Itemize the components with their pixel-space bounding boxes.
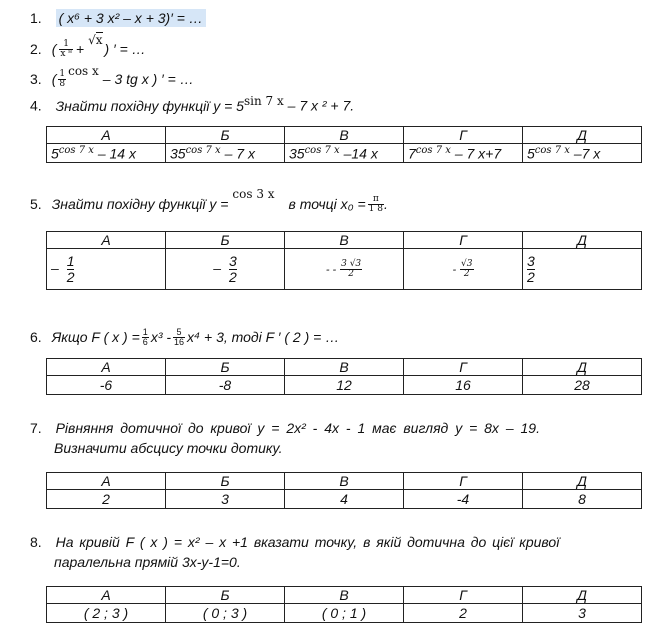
question-8-line-2: паралельна прямій 3x-y-1=0. (54, 554, 241, 570)
header-b: Б (166, 359, 285, 376)
fraction (58, 70, 66, 89)
answer-table-8 (46, 586, 642, 623)
answer-d: $\frac{3}{2}$ (523, 249, 642, 290)
answer-table-7 (46, 472, 642, 509)
answer-a: ( 2 ; 3 ) (47, 604, 166, 623)
question-6-tail: x⁴ + 3, тоді F ′ ( 2 ) = … (187, 329, 340, 345)
table-header-row (47, 232, 642, 249)
header-a: А (47, 473, 166, 490)
question-4 (30, 94, 354, 114)
answer-b: $35^{cos 7 x} - 7$ x (166, 144, 285, 163)
exponent: sin 7 x (243, 94, 284, 108)
table-header-row (47, 587, 642, 604)
term: x³ - (150, 329, 172, 345)
answer-d: 8 (523, 490, 642, 509)
denominator: 1 8 (368, 203, 383, 214)
header-g: Г (404, 127, 523, 144)
header-a: А (47, 359, 166, 376)
table-header-row (47, 127, 642, 144)
question-number: 2. (30, 41, 42, 57)
question-7 (30, 420, 540, 436)
header-g: Г (404, 232, 523, 249)
header-g: Г (404, 359, 523, 376)
period: . (383, 196, 388, 212)
answer-a: $5^{cos 7 x} - 14$ x (47, 144, 166, 163)
answer-v: $35^{cos 7 x}$ –14 x (285, 144, 404, 163)
answer-b: ( 0 ; 3 ) (166, 604, 285, 623)
header-g: Г (404, 587, 523, 604)
question-6 (30, 320, 339, 354)
answer-table-5 (46, 231, 642, 290)
table-row (47, 249, 642, 290)
header-b: Б (166, 232, 285, 249)
numerator: 5 (176, 326, 182, 337)
header-v: В (285, 587, 404, 604)
function-expression: cos 3 x (232, 187, 275, 201)
question-number: 7. (30, 420, 42, 436)
answer-a: -6 (47, 376, 166, 395)
table-row (47, 490, 642, 509)
answer-table-4 (46, 126, 642, 163)
header-v: В (285, 359, 404, 376)
denominator: 8 (59, 78, 66, 89)
header-v: В (285, 127, 404, 144)
answer-v: 12 (285, 376, 404, 395)
answer-a: – $\frac{1}{2}$ (47, 249, 166, 290)
question-number: 8. (30, 534, 42, 550)
paren-open: ( (51, 71, 57, 87)
question-5 (30, 186, 388, 222)
question-7-line-2: Визначити абсцису точки дотику. (54, 440, 283, 456)
denominator: 6 (142, 336, 148, 347)
table-row (47, 604, 642, 623)
question-number: 6. (30, 329, 42, 345)
question-number: 5. (30, 196, 42, 212)
answer-d: 28 (523, 376, 642, 395)
question-6-text: Якщо F ( x ) = (51, 329, 140, 345)
numerator: 1 (63, 38, 69, 49)
header-a: А (47, 232, 166, 249)
question-number: 4. (30, 97, 42, 114)
question-8 (30, 534, 559, 550)
header-v: В (285, 473, 404, 490)
answer-v: 4 (285, 490, 404, 509)
header-g: Г (404, 473, 523, 490)
answer-g: -4 (404, 490, 523, 509)
point-label: в точці x₀ = (288, 196, 366, 212)
paren-open: ( (51, 41, 57, 57)
question-7-line-1: Рівняння дотичної до кривої y = 2x² - 4x - 1 має вигляд y = 8x – 19. (55, 420, 540, 436)
question-2-tail: ) ′ = … (104, 41, 146, 57)
answer-d: $5^{cos 7 x}$ –7 x (523, 144, 642, 163)
header-v: В (285, 232, 404, 249)
answer-d: 3 (523, 604, 642, 623)
numerator: π (372, 193, 379, 204)
fraction-2 (173, 328, 185, 347)
header-d: Д (523, 232, 642, 249)
question-2 (30, 32, 146, 66)
answer-v: ( 0 ; 1 ) (285, 604, 404, 623)
table-header-row (47, 473, 642, 490)
header-a: А (47, 587, 166, 604)
answer-g: 2 (404, 604, 523, 623)
sqrt-expression: √x (88, 33, 103, 47)
answer-b: 3 (166, 490, 285, 509)
question-3-tail: – 3 tg x ) ′ = … (102, 71, 194, 87)
answer-table-6 (46, 358, 642, 395)
question-number: 1. (30, 10, 42, 26)
denominator: x ⁸ (60, 48, 72, 59)
point-value-fraction (368, 195, 384, 214)
exponent: cos x (68, 64, 99, 78)
table-row (47, 376, 642, 395)
sqrt-radicand: x (95, 33, 103, 47)
header-d: Д (523, 587, 642, 604)
table-row (47, 144, 642, 163)
answer-g: 16 (404, 376, 523, 395)
header-d: Д (523, 359, 642, 376)
question-3 (30, 62, 194, 96)
answer-g: - $\frac{√3}{2}$ (404, 249, 523, 290)
header-b: Б (166, 127, 285, 144)
answer-b: – $\frac{3}{2}$ (166, 249, 285, 290)
fraction (59, 40, 73, 59)
question-number: 3. (30, 71, 42, 87)
answer-g: $7^{cos 7 x} - 7$ x+7 (404, 144, 523, 163)
question-8-line-1: На кривій F ( x ) = x² – x +1 вказати точку, в якій дотична до цієї кривої (55, 534, 560, 550)
answer-v: - - $\frac{3 √3}{2}$ (285, 249, 404, 290)
plus: + (75, 41, 85, 57)
header-d: Д (523, 127, 642, 144)
numerator: 1 (142, 326, 148, 337)
question-1-text: ( x⁶ + 3 x² – x + 3)′ = … (56, 9, 206, 27)
header-b: Б (166, 473, 285, 490)
numerator: 1 (59, 68, 66, 79)
denominator: 16 (174, 336, 185, 347)
fraction-1 (142, 328, 149, 347)
header-b: Б (166, 587, 285, 604)
header-a: А (47, 127, 166, 144)
question-4-tail: – 7 x ² + 7. (287, 97, 355, 114)
header-d: Д (523, 473, 642, 490)
answer-a: 2 (47, 490, 166, 509)
table-header-row (47, 359, 642, 376)
answer-b: -8 (166, 376, 285, 395)
question-5-text: Знайти похідну функції y = (51, 196, 229, 212)
question-4-text: Знайти похідну функції y = 5 (55, 97, 244, 114)
question-1 (30, 10, 206, 26)
